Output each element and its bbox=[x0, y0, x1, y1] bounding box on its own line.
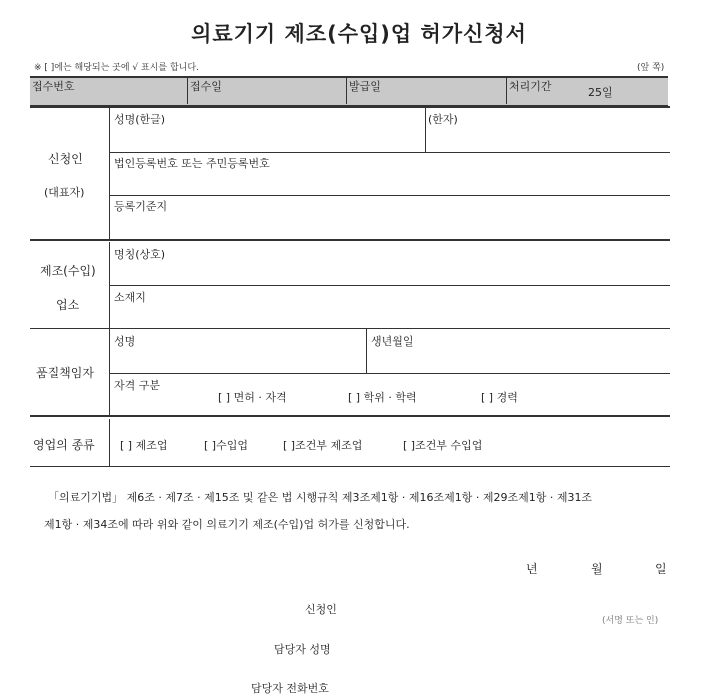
manager-name-label: 담당자 성명 bbox=[274, 643, 331, 656]
date-month-label: 월 bbox=[591, 562, 603, 576]
birth-date-label: 생년월일 bbox=[371, 335, 414, 348]
receipt-number-label: 접수번호 bbox=[32, 80, 75, 93]
business-section-sub: 업소 bbox=[56, 298, 80, 312]
statement-line-2: 제1항 · 제34조에 따라 위와 같이 의료기기 제조(수입)업 허가를 신청합니다. bbox=[44, 518, 410, 531]
qualification-label: 자격 구분 bbox=[114, 379, 161, 392]
company-name-label: 명칭(상호) bbox=[114, 248, 166, 261]
date-day-label: 일 bbox=[655, 562, 667, 576]
checkbox-note: ※ [ ]에는 해당되는 곳에 √ 표시를 합니다. bbox=[34, 63, 199, 73]
statement-line-1: 「의료기기법」 제6조 · 제7조 · 제15조 및 같은 법 시행규칙 제3조제1항 · 제16조제1항 · 제29조제1항 · 제31조 bbox=[48, 491, 593, 504]
applicant-signature-label: 신청인 bbox=[305, 603, 337, 616]
qualification-license-checkbox[interactable]: [ ] 면허 · 자격 bbox=[218, 391, 287, 404]
registered-domicile-label: 등록기준지 bbox=[114, 200, 168, 213]
type-import-checkbox[interactable]: [ ]수입업 bbox=[204, 439, 248, 452]
business-section-label: 제조(수입) bbox=[40, 264, 96, 278]
type-conditional-import-checkbox[interactable]: [ ]조건부 수입업 bbox=[403, 439, 483, 452]
page-side-label: (앞 쪽) bbox=[637, 63, 665, 73]
qualification-degree-checkbox[interactable]: [ ] 학위 · 학력 bbox=[348, 391, 417, 404]
quality-name-label: 성명 bbox=[114, 335, 136, 348]
registration-number-label: 법인등록번호 또는 주민등록번호 bbox=[114, 157, 270, 170]
business-type-label: 영업의 종류 bbox=[33, 438, 95, 452]
type-manufacture-checkbox[interactable]: [ ] 제조업 bbox=[120, 439, 168, 452]
name-korean-label: 성명(한글) bbox=[114, 113, 166, 126]
sign-or-seal-note: (서명 또는 인) bbox=[602, 616, 659, 626]
manager-phone-label: 담당자 전화번호 bbox=[251, 682, 329, 695]
date-year-label: 년 bbox=[526, 562, 538, 576]
applicant-section-label: 신청인 bbox=[48, 152, 83, 166]
type-conditional-manufacture-checkbox[interactable]: [ ]조건부 제조업 bbox=[283, 439, 363, 452]
quality-manager-section-label: 품질책임자 bbox=[36, 366, 94, 380]
processing-period-label: 처리기간 bbox=[509, 80, 552, 93]
applicant-section-sub: (대표자) bbox=[44, 186, 85, 199]
issue-date-label: 발급일 bbox=[349, 80, 381, 93]
processing-days: 25일 bbox=[588, 86, 613, 99]
qualification-experience-checkbox[interactable]: [ ] 경력 bbox=[481, 391, 518, 404]
name-hanja-label: (한자) bbox=[428, 113, 458, 126]
location-label: 소재지 bbox=[114, 291, 146, 304]
page-title: 의료기기 제조(수입)업 허가신청서 bbox=[191, 22, 527, 46]
receipt-date-label: 접수일 bbox=[190, 80, 222, 93]
